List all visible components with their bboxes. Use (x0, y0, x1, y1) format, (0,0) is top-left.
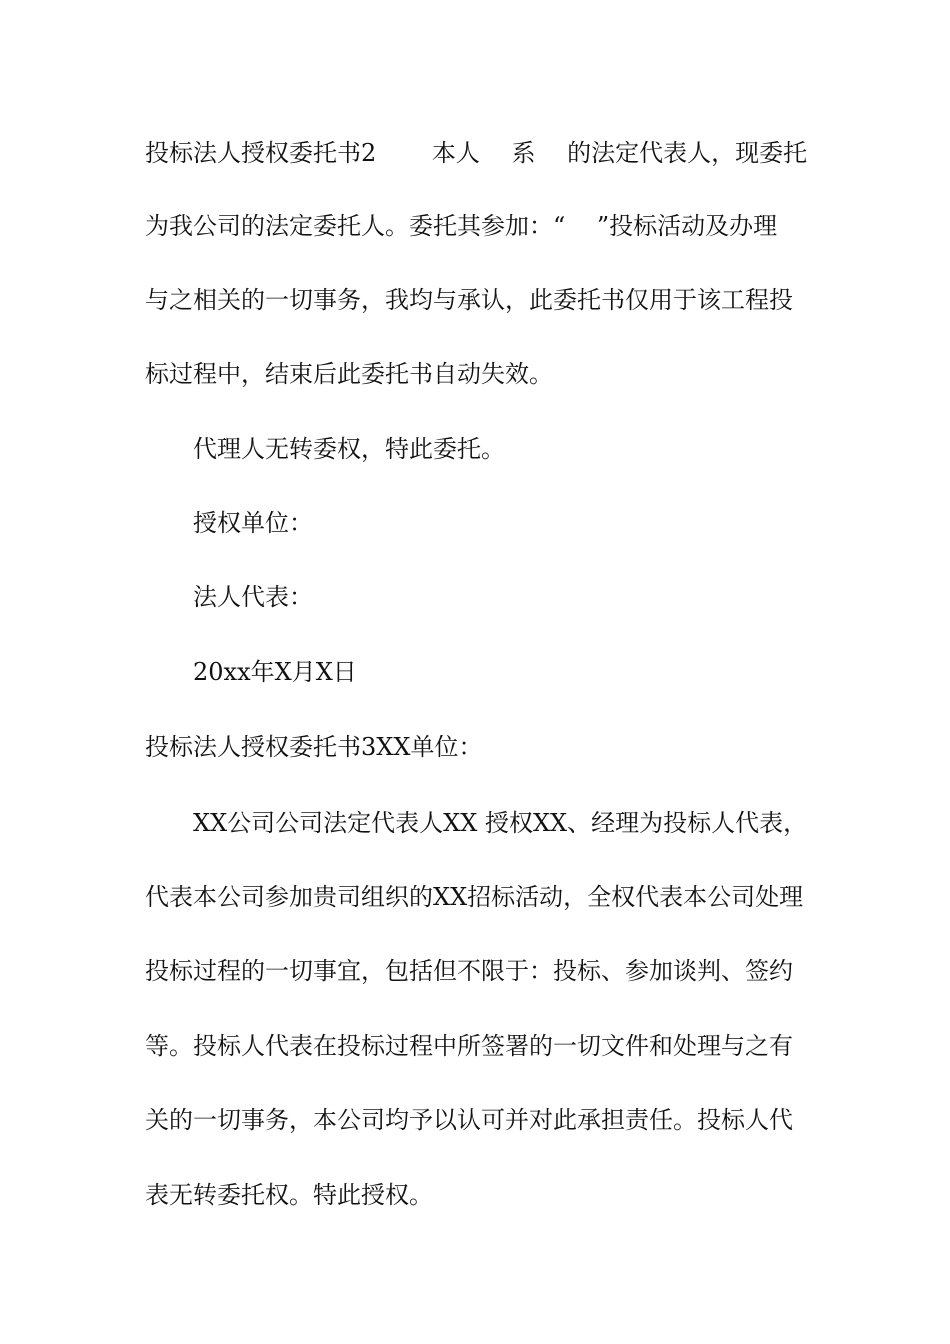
paragraph-line-10: 表无转委托权。特此授权。 (145, 1181, 433, 1209)
paragraph-line-3: 与之相关的一切事务，我均与承认，此委托书仅用于该工程投 (145, 286, 793, 314)
legal-representative-label: 法人代表： (193, 583, 313, 611)
paragraph-line-9: 关的一切事务，本公司均予以认可并对此承担责任。投标人代 (145, 1106, 793, 1134)
paragraph-line-1: 投标法人授权委托书2 本人 系 的法定代表人，现委托 (145, 139, 808, 167)
authorizing-unit-label: 授权单位： (193, 509, 313, 537)
section-heading-3: 投标法人授权委托书3XX单位： (145, 733, 483, 761)
paragraph-line-7: 投标过程的一切事宜，包括但不限于：投标、参加谈判、签约 (145, 957, 793, 985)
date-line: 20xx年X月X日 (193, 658, 357, 686)
paragraph-line-2: 为我公司的法定委托人。委托其参加：“ ”投标活动及办理 (145, 212, 778, 240)
paragraph-line-8: 等。投标人代表在投标过程中所签署的一切文件和处理与之有 (145, 1032, 793, 1060)
delegation-statement: 代理人无转委权，特此委托。 (193, 435, 505, 463)
paragraph-line-4: 标过程中，结束后此委托书自动失效。 (145, 360, 553, 388)
paragraph-line-5: XX公司公司法定代表人XX 授权XX、经理为投标人代表， (193, 809, 808, 837)
paragraph-line-6: 代表本公司参加贵司组织的XX招标活动，全权代表本公司处理 (145, 883, 804, 911)
